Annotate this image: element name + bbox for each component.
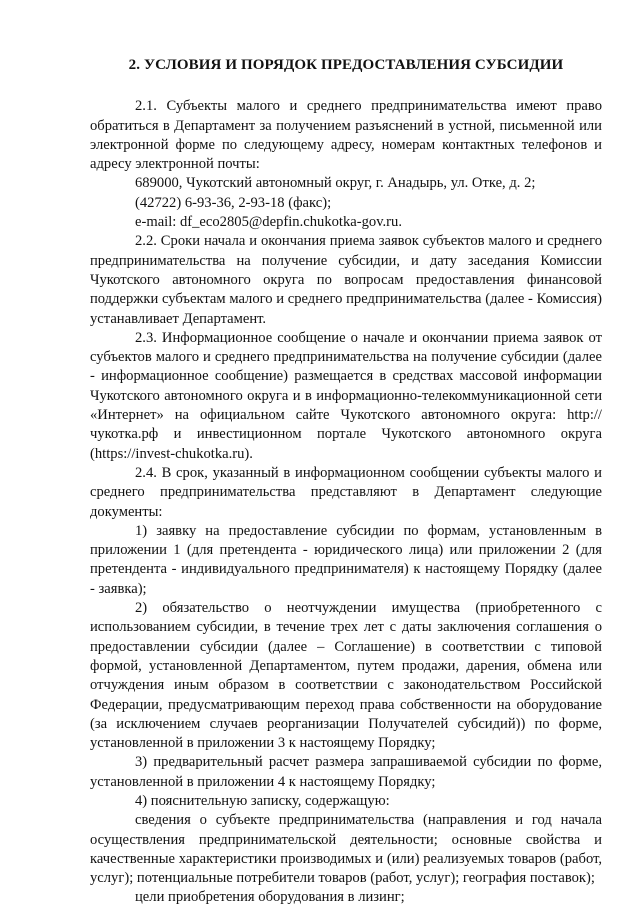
list-item-4: 4) пояснительную записку, содержащую: (135, 792, 390, 809)
paragraph-2-4: 2.4. В срок, указанный в информационном сообщении субъекты малого и среднего предпринимательства представляют в Департамент следующие документы: (90, 464, 602, 520)
document-page (90, 56, 602, 908)
email-line: e-mail: df_eco2805@depfin.chukotka-gov.ru. (135, 214, 402, 231)
section-title: 2. УСЛОВИЯ И ПОРЯДОК ПРЕДОСТАВЛЕНИЯ СУБСИДИИ (128, 57, 564, 73)
paragraph-2-3: 2.3. Информационное сообщение о начале и окончании приема заявок от субъектов малого и среднего предпринимательства на получение субсидии (далее - информационное сообщение) размещается в средствах массовой информации Чукотского автономного округа и в информационно-телекоммуникационной сети «Интернет» на официальном сайте Чукотского автономного округа: http://чукотка.рф и инвестиционном портале Чукотского автономного округа (https://invest-chukotka.ru). (90, 329, 602, 462)
list-item-1: 1) заявку на предоставление субсидии по формам, установленным в приложении 1 (для претендента - юридического лица) или приложении 2 (для претендента - индивидуального предпринимателя) к настоящему Порядку (далее - заявка); (90, 522, 602, 597)
phone-line: (42722) 6-93-36, 2-93-18 (факс); (135, 194, 332, 211)
list-item-3: 3) предварительный расчет размера запрашиваемой субсидии по форме, установленной в приложении 4 к настоящему Порядку; (90, 754, 602, 790)
address-line: 689000, Чукотский автономный округ, г. Анадырь, ул. Отке, д. 2; (135, 175, 536, 192)
paragraph-2-1: 2.1. Субъекты малого и среднего предпринимательства имеют право обратиться в Департамент за получением разъяснений в устной, письменной или электронной форме по следующему адресу, номерам контактных телефонов и адресу электронной почты: (90, 98, 602, 173)
note-subject-info: сведения о субъекте предпринимательства (направления и год начала осуществления предпринимательской деятельности; основные свойства и качественные характеристики производимых и (или) реализуемых товаров (работ, услуг); потенциальные потребители товаров (работ, услуг); география поставок); (90, 812, 602, 887)
note-leasing-goals: цели приобретения оборудования в лизинг; (135, 889, 405, 906)
list-item-2: 2) обязательство о неотчуждении имущества (приобретенного с использованием субсидии, в течение трех лет с даты заключения соглашения о предоставлении субсидии (далее – Соглашение) в соответствии с типовой формой, установленной Департаментом, путем продажи, дарения, обмена или отчуждения иным образом в соответствии с законодательством Российской Федерации, предусматривающим переход права собственности на оборудование (за исключением случаев реорганизации Получателей субсидий)) по форме, установленной в приложении 3 к настоящему Порядку; (90, 600, 602, 752)
paragraph-2-2: 2.2. Сроки начала и окончания приема заявок субъектов малого и среднего предпринимательства на получение субсидии, и дату заседания Комиссии Чукотского автономного округа по вопросам предоставления финансовой поддержки субъектам малого и среднего предпринимательства (далее - Комиссия) устанавливает Департамент. (90, 233, 602, 327)
